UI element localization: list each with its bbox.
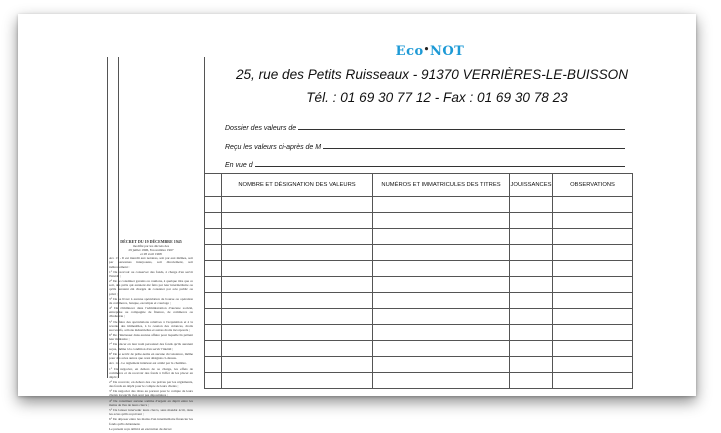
decree-paragraph: 4° De constituer aucune somme d'argent en dépôt entre les mains de l'un de leurs clercs ; — [109, 398, 193, 407]
fill-line[interactable] — [255, 166, 625, 167]
decree-paragraph: Art. 14 - Le règlement intérieur est arrêté par la chambre. — [109, 361, 187, 366]
table-cell[interactable] — [222, 245, 373, 261]
table-row — [205, 213, 633, 229]
decree-paragraph: 4° De s'immiscer dans l'administration d'aucune société, entreprise ou compagnie de finance, de commerce ou d'industrie ; — [109, 306, 193, 319]
table-cell[interactable] — [510, 245, 553, 261]
table-cell[interactable] — [510, 261, 553, 277]
decree-paragraph: 7° De placer en leur nom personnel des fonds qu'ils auraient reçus, même à la condition d'en servir l'intérêt ; — [109, 342, 193, 351]
table-cell[interactable] — [222, 213, 373, 229]
decree-paragraph: 3° De se livrer à aucune spéculation de bourse ou opération de commerce, banque, escompte et courtage ; — [109, 296, 193, 305]
table-row — [205, 261, 633, 277]
column-header-numbers: NUMÉROS ET IMMATRICULES DES TITRES — [373, 174, 510, 197]
decree-paragraphs — [109, 256, 193, 431]
table-cell[interactable] — [510, 341, 553, 357]
decree-paragraph: 5° De faire des spéculations relatives à l'acquisition et à la revente des immeubles, à la cession des créances, droits successifs, actions industrielles et autres droits incorporels ; — [109, 319, 193, 332]
table-cell[interactable] — [553, 309, 633, 325]
margin-rule-1 — [107, 57, 108, 378]
table-cell[interactable] — [510, 325, 553, 341]
table-row — [205, 229, 633, 245]
table-row — [205, 325, 633, 341]
table-cell[interactable] — [553, 373, 633, 389]
table-header-row — [205, 174, 633, 197]
table-row — [205, 373, 633, 389]
table-cell[interactable] — [510, 197, 553, 213]
table-cell[interactable] — [222, 197, 373, 213]
decree-paragraph: 6° De déposer entre les mains d'un intermédiaire financier les fonds qu'ils détiennent. — [109, 417, 193, 426]
brand-separator: • — [423, 45, 430, 55]
table-cell[interactable] — [222, 357, 373, 373]
table-cell[interactable] — [373, 261, 510, 277]
table-cell[interactable] — [373, 373, 510, 389]
table-cell[interactable] — [205, 197, 222, 213]
decree-paragraph: 5° De laisser intervenir leurs clercs, sans mandat écrit, dans les actes qu'ils reçoivent ; — [109, 408, 193, 417]
decree-paragraph: Art. 13 - Il est interdit aux notaires, soit par eux mêmes, soit par personnes interposées, soit directement, soit indirectement : — [109, 256, 193, 269]
brand-name-left: Eco — [395, 44, 424, 59]
table-cell[interactable] — [373, 309, 510, 325]
table-row — [205, 277, 633, 293]
decree-subtitle: 29 juillet 1996, 8 novembre 1967 — [128, 248, 174, 253]
fill-line[interactable] — [323, 148, 625, 149]
table-cell[interactable] — [373, 341, 510, 357]
securities-table — [204, 173, 633, 389]
brand-logo — [330, 44, 530, 59]
table-cell[interactable] — [205, 261, 222, 277]
table-cell[interactable] — [205, 213, 222, 229]
table-cell[interactable] — [222, 277, 373, 293]
table-cell[interactable] — [222, 341, 373, 357]
table-row — [205, 357, 633, 373]
table-cell[interactable] — [373, 245, 510, 261]
decree-paragraph: 6° De s'intéresser dans aucune affaire pour laquelle ils prêtent leur ministère ; — [109, 333, 193, 342]
table-cell[interactable] — [222, 325, 373, 341]
table-cell[interactable] — [373, 197, 510, 213]
decree-text — [109, 240, 193, 432]
table-cell[interactable] — [510, 293, 553, 309]
table-cell[interactable] — [222, 309, 373, 325]
decree-paragraph: 2° De recevoir, en dehors des cas prévus par les règlements, des fonds en dépôt pour le compte de leurs clients ; — [109, 379, 193, 389]
table-cell[interactable] — [510, 373, 553, 389]
decree-subtitle: et 28 avril 1968 — [140, 252, 162, 257]
table-cell[interactable] — [205, 277, 222, 293]
table-cell[interactable] — [553, 213, 633, 229]
table-cell[interactable] — [553, 293, 633, 309]
table-cell[interactable] — [205, 293, 222, 309]
decree-paragraph: 8° De se servir de prête-noms en aucune circonstance, même pour des actes autres que ceux désignés ci-dessus. — [109, 351, 193, 360]
table-cell[interactable] — [205, 373, 222, 389]
table-cell[interactable] — [373, 357, 510, 373]
table-cell[interactable] — [222, 293, 373, 309]
table-cell[interactable] — [373, 325, 510, 341]
table-row — [205, 197, 633, 213]
decree-title: DÉCRET DU 19 DÉCEMBRE 1945 — [120, 239, 182, 244]
table-cell[interactable] — [373, 213, 510, 229]
field-recu[interactable] — [225, 139, 625, 151]
column-header-jouissances: JOUISSANCES — [510, 174, 553, 197]
field-en-vue[interactable] — [225, 157, 625, 169]
column-header-observations: OBSERVATIONS — [553, 174, 633, 197]
table-cell[interactable] — [205, 245, 222, 261]
table-body — [205, 197, 633, 389]
column-header-designation: NOMBRE ET DÉSIGNATION DES VALEURS — [222, 174, 373, 197]
document-page — [30, 22, 684, 431]
table-cell[interactable] — [553, 357, 633, 373]
fill-line[interactable] — [298, 129, 625, 130]
decree-paragraph: 2° De se constituer garants ou cautions, à quelque titre que ce soit, des prêts qui auraient été faits par leur intermédiaire ou qu'ils auraient été chargés de constater par acte public ou privé ; — [109, 279, 193, 296]
table-cell[interactable] — [373, 277, 510, 293]
table-cell[interactable] — [222, 229, 373, 245]
decree-paragraph: 3° De négocier des titres au porteur pour le compte de leurs clients lorsqu'ils n'en sont pas dépositaires ; — [109, 389, 193, 398]
field-label: Reçu les valeurs ci-après de M — [225, 144, 322, 151]
table-cell[interactable] — [205, 309, 222, 325]
table-cell[interactable] — [222, 261, 373, 277]
decree-paragraph: Le présent reçu délivré en exécution du décret — [109, 426, 172, 431]
table-cell[interactable] — [553, 229, 633, 245]
table-cell[interactable] — [510, 213, 553, 229]
address-line: 25, rue des Petits Ruisseaux - 91370 VERRIÈRES-LE-BUISSON — [235, 67, 629, 82]
decree-paragraph: 1° De recevoir ou conserver des fonds, à charge d'en servir l'intérêt ; — [109, 269, 193, 278]
table-cell[interactable] — [553, 261, 633, 277]
table-cell[interactable] — [553, 341, 633, 357]
table-cell[interactable] — [373, 229, 510, 245]
table-cell[interactable] — [553, 245, 633, 261]
decree-subtitle: modifié par les décrets des — [132, 244, 170, 249]
table-cell[interactable] — [205, 325, 222, 341]
field-label: Dossier des valeurs de — [225, 125, 297, 132]
table-cell[interactable] — [205, 341, 222, 357]
decree-paragraph: 1° De négocier, en dehors de sa charge, les effets de commerce et de recevoir des fonds à l'effet de les placer en dépôt ; — [109, 366, 193, 379]
table-row — [205, 309, 633, 325]
table-cell[interactable] — [510, 277, 553, 293]
table-cell[interactable] — [510, 309, 553, 325]
phone-fax-line: Tél. : 01 69 30 77 12 - Fax : 01 69 30 78 23 — [306, 90, 568, 105]
table-row — [205, 341, 633, 357]
field-label: En vue d — [225, 162, 253, 169]
table-cell[interactable] — [510, 229, 553, 245]
column-header-index — [205, 174, 222, 197]
field-dossier[interactable] — [225, 120, 625, 132]
table-cell[interactable] — [553, 277, 633, 293]
table-cell[interactable] — [553, 325, 633, 341]
table-row — [205, 293, 633, 309]
table-cell[interactable] — [373, 293, 510, 309]
table-cell[interactable] — [553, 197, 633, 213]
table-cell[interactable] — [222, 373, 373, 389]
table-cell[interactable] — [205, 357, 222, 373]
table-cell[interactable] — [205, 229, 222, 245]
table-cell[interactable] — [510, 357, 553, 373]
table-row — [205, 245, 633, 261]
brand-name-right: NOT — [429, 44, 465, 59]
